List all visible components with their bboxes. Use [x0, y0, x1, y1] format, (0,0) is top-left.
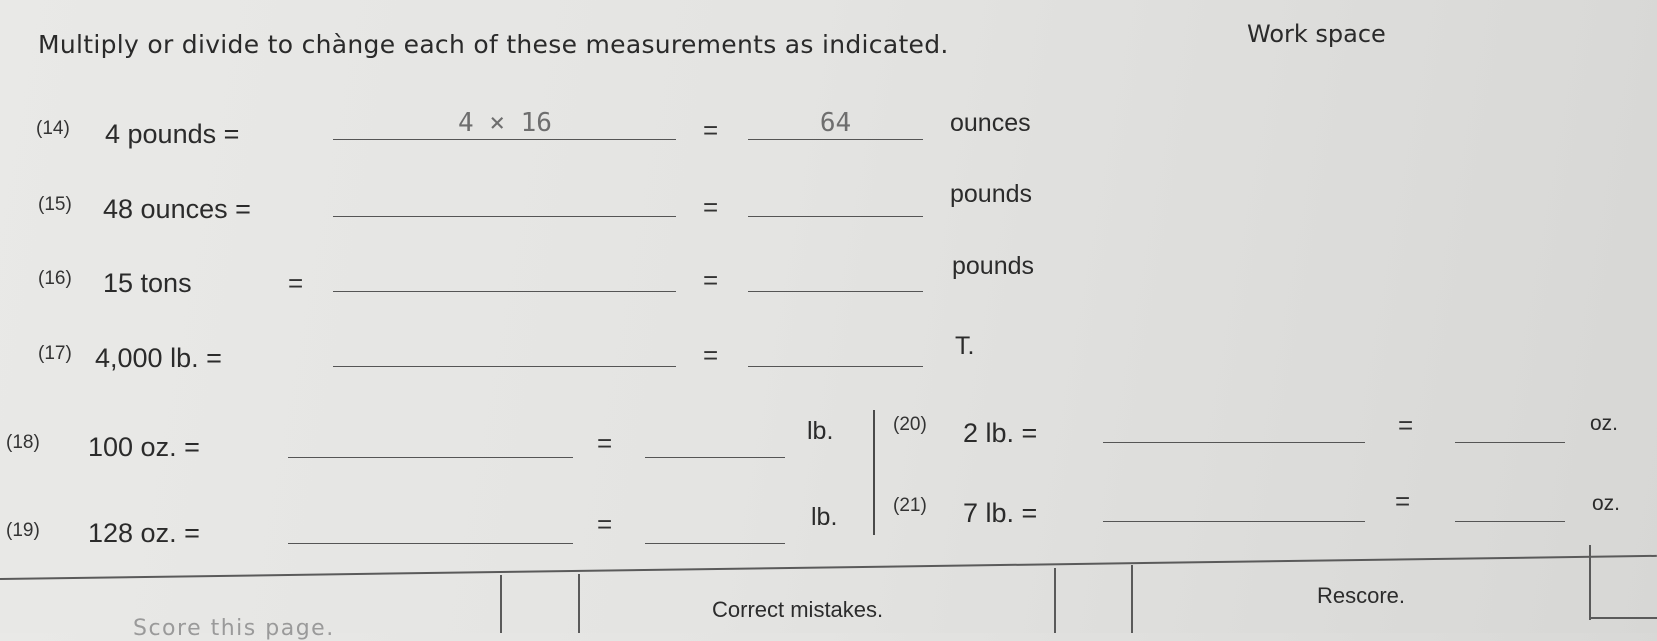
problem-number: (16)	[38, 268, 72, 289]
equals-sign: =	[1395, 486, 1411, 516]
unit-label: lb.	[811, 503, 838, 531]
work-line	[333, 139, 676, 140]
problem-expression: 100 oz. =	[88, 432, 200, 462]
problem-expression: 15 tons	[103, 268, 192, 298]
problem-expression: 48 ounces =	[103, 194, 251, 224]
problem-number: (20)	[893, 414, 927, 435]
answer-line	[645, 457, 785, 458]
answer-line	[1455, 442, 1565, 443]
answer-line	[748, 291, 923, 292]
answer-line	[748, 366, 923, 367]
equals-sign: =	[703, 340, 719, 370]
strip-divider	[500, 575, 502, 633]
work-line	[1103, 521, 1365, 522]
work-space-label: Work space	[1247, 20, 1386, 48]
column-divider	[873, 410, 875, 535]
equals-sign: =	[1398, 410, 1414, 440]
problem-expression: 128 oz. =	[88, 518, 200, 548]
equals-sign: =	[597, 428, 613, 458]
unit-label: T.	[955, 332, 975, 360]
equals-sign: =	[703, 115, 719, 145]
answer-line	[645, 543, 785, 544]
problem-number: (19)	[6, 520, 40, 541]
problem-number: (14)	[36, 118, 70, 139]
work-line	[333, 366, 676, 367]
problem-expression: 4 pounds =	[105, 119, 240, 149]
answer-line	[748, 216, 923, 217]
strip-corner-line	[1589, 617, 1657, 619]
correct-mistakes-label: Correct mistakes.	[712, 597, 884, 622]
answer-line	[1455, 521, 1565, 522]
work-line	[288, 457, 573, 458]
problem-number: (15)	[38, 194, 72, 215]
work-line	[333, 291, 676, 292]
work-line	[288, 543, 573, 544]
answer-line	[748, 139, 923, 140]
score-page-label: Score this page.	[133, 616, 335, 641]
rescore-label: Rescore.	[1317, 583, 1406, 608]
work-line	[333, 216, 676, 217]
unit-label: oz.	[1592, 492, 1621, 515]
unit-label: oz.	[1590, 412, 1619, 435]
work-answer[interactable]: 4 × 16	[458, 108, 552, 138]
problem-expression: 4,000 lb. =	[95, 343, 222, 373]
equals-sign-left: =	[288, 268, 304, 298]
problem-number: (17)	[38, 343, 72, 364]
unit-label: lb.	[807, 417, 834, 445]
strip-divider	[1589, 545, 1591, 620]
unit-label: pounds	[950, 180, 1033, 208]
unit-label: ounces	[950, 109, 1031, 137]
final-answer[interactable]: 64	[819, 108, 852, 138]
work-line	[1103, 442, 1365, 443]
equals-sign: =	[703, 192, 719, 222]
strip-divider	[1131, 565, 1133, 633]
equals-sign: =	[703, 265, 719, 295]
unit-label: pounds	[952, 252, 1035, 280]
problem-expression: 7 lb. =	[963, 498, 1038, 528]
strip-divider	[1054, 568, 1056, 633]
problem-expression: 2 lb. =	[963, 418, 1038, 448]
strip-top-border	[0, 555, 1657, 580]
strip-divider	[578, 574, 580, 633]
problem-number: (21)	[893, 495, 927, 516]
problem-number: (18)	[6, 432, 40, 453]
equals-sign: =	[597, 509, 613, 539]
instruction-title: Multiply or divide to chànge each of these measurements as indicated.	[38, 30, 949, 59]
